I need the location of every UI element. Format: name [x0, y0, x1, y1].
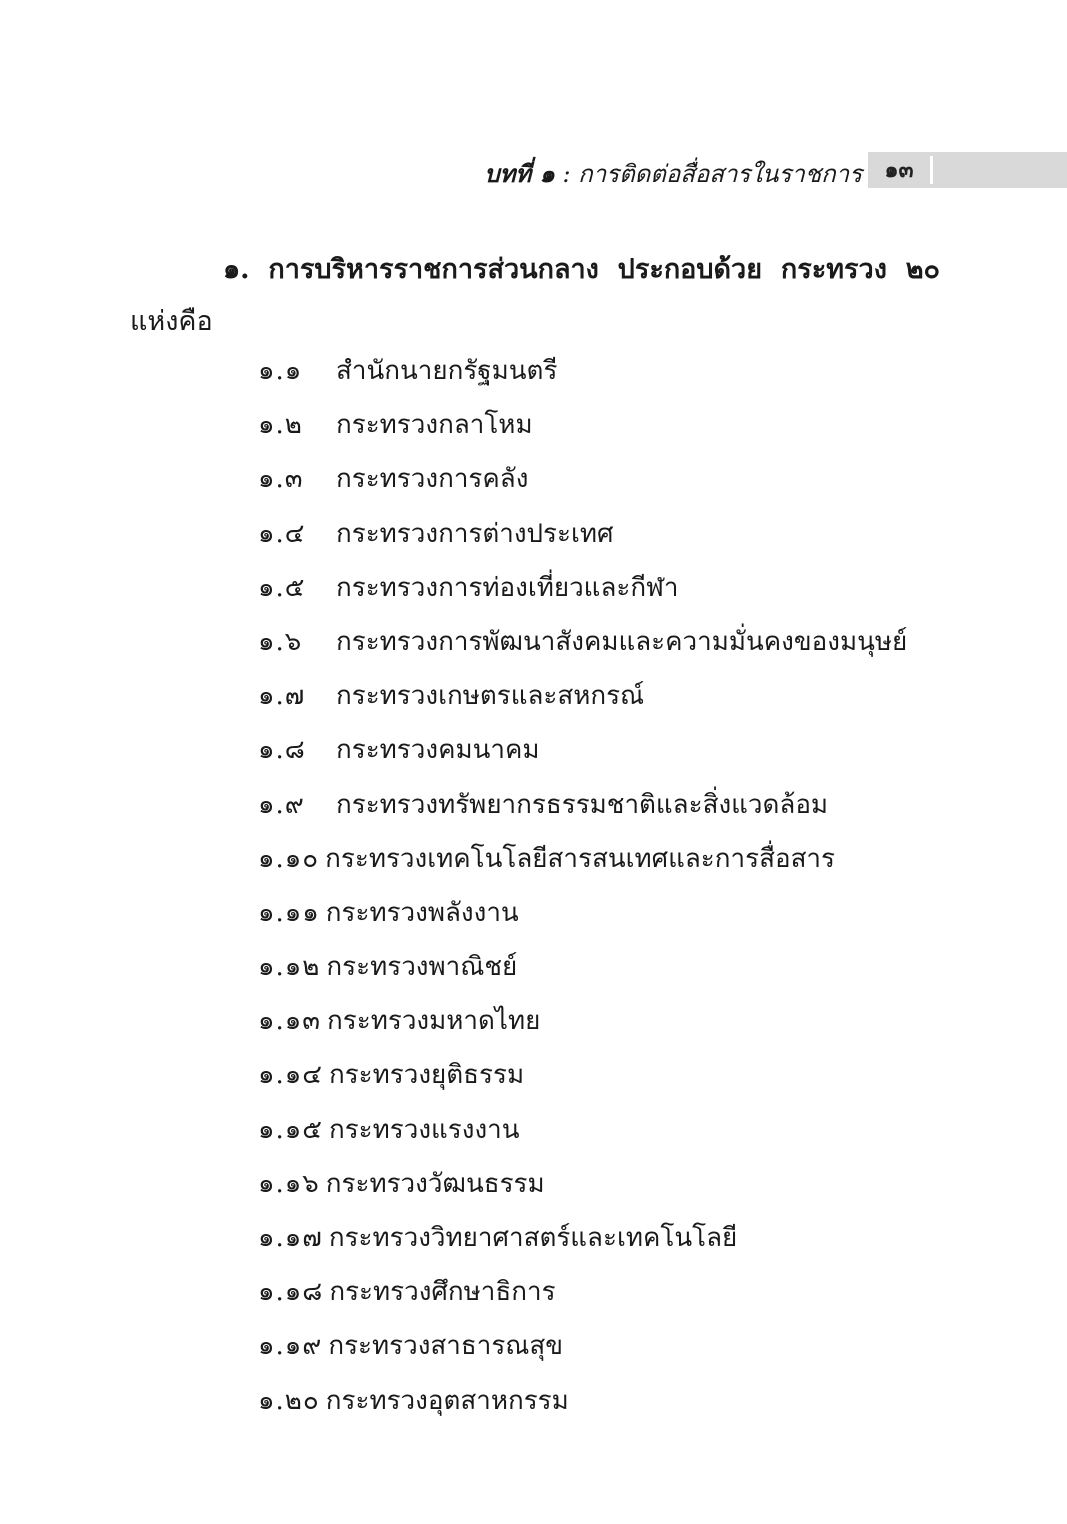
- list-item: [258, 940, 907, 994]
- chapter-title: การติดต่อสื่อสารในราชการ: [578, 160, 862, 188]
- item-number: ๑.๙: [258, 789, 305, 820]
- chapter-heading: [484, 154, 862, 193]
- ministry-name: กระทรวงกลาโหม: [336, 410, 533, 441]
- item-number: ๑.๑๙: [258, 1331, 323, 1362]
- list-item: [258, 723, 907, 777]
- item-number: ๑.๑๑: [258, 897, 320, 928]
- ministry-name: กระทรวงวัฒนธรรม: [325, 1168, 545, 1199]
- item-number: ๑.๒: [258, 410, 303, 441]
- item-number: ๑.๑๖: [258, 1168, 320, 1199]
- ministry-name: กระทรวงการคลัง: [336, 464, 529, 495]
- ministry-name: กระทรวงศึกษาธิการ: [329, 1277, 556, 1308]
- page-number: ๑๓: [884, 157, 914, 183]
- ministry-name: กระทรวงการพัฒนาสังคมและความมั่นคงของมนุษย์: [336, 626, 908, 657]
- item-number: ๑.๑๒: [258, 952, 321, 983]
- list-item: [258, 1265, 907, 1319]
- list-item: [258, 344, 907, 398]
- ministry-name: กระทรวงมหาดไทย: [327, 1006, 541, 1037]
- ministry-name: กระทรวงพลังงาน: [325, 897, 519, 928]
- ministry-name: กระทรวงเกษตรและสหกรณ์: [336, 681, 645, 712]
- ministry-name: กระทรวงยุติธรรม: [328, 1060, 525, 1091]
- ministry-name: กระทรวงทรัพยากรธรรมชาติและสิ่งแวดล้อม: [336, 789, 829, 820]
- ministry-name: กระทรวงเทคโนโลยีสารสนเทศและการสื่อสาร: [325, 843, 835, 874]
- list-item: [258, 1319, 907, 1373]
- item-number: ๑.๑: [258, 356, 303, 386]
- intro-continuation: แห่งคือ: [130, 306, 213, 337]
- chapter-label: บทที่ ๑: [484, 159, 555, 188]
- ministry-name: กระทรวงการต่างประเทศ: [336, 518, 614, 549]
- item-number: ๑.๗: [258, 681, 306, 712]
- ministry-name: กระทรวงคมนาคม: [336, 735, 540, 766]
- running-header: [0, 150, 1067, 190]
- item-number: ๑.๘: [258, 735, 306, 766]
- list-item: [258, 561, 907, 615]
- item-number: ๑.๖: [258, 626, 303, 657]
- header-divider: [930, 156, 933, 184]
- list-item: [258, 832, 907, 886]
- ministry-name: กระทรวงแรงงาน: [328, 1114, 520, 1145]
- item-number: ๑.๑๐: [258, 843, 320, 874]
- chapter-separator: :: [554, 160, 579, 188]
- ministry-name: กระทรวงอุตสาหกรรม: [325, 1385, 569, 1416]
- item-number: ๑.๓: [258, 464, 304, 495]
- list-item: [258, 1211, 907, 1265]
- ministry-name: กระทรวงการท่องเที่ยวและกีฬา: [336, 572, 679, 603]
- ministry-name: กระทรวงพาณิชย์: [326, 952, 518, 983]
- item-number: ๑.๑๕: [258, 1114, 323, 1145]
- list-item: [258, 778, 907, 832]
- list-item: [258, 886, 907, 940]
- ministry-name: กระทรวงสาธารณสุข: [328, 1331, 564, 1362]
- list-item: [258, 1048, 907, 1102]
- item-number: ๑.๑๔: [258, 1060, 323, 1091]
- list-item: [258, 669, 907, 723]
- list-item: [258, 615, 907, 669]
- item-number: ๑.๔: [258, 518, 306, 549]
- ministry-list: [258, 344, 907, 1428]
- list-item: [258, 994, 907, 1048]
- ministry-name: สำนักนายกรัฐมนตรี: [336, 356, 558, 386]
- list-item: [258, 1374, 907, 1428]
- list-item: [258, 507, 907, 561]
- item-number: ๑.๒๐: [258, 1385, 320, 1416]
- list-item: [258, 398, 907, 452]
- page-number-tab: [868, 152, 1067, 188]
- list-item: [258, 1157, 907, 1211]
- list-item: [258, 1103, 907, 1157]
- item-number: ๑.๕: [258, 572, 306, 603]
- item-number: ๑.๑๘: [258, 1277, 324, 1308]
- ministry-name: กระทรวงวิทยาศาสตร์และเทคโนโลยี: [328, 1223, 738, 1253]
- list-item: [258, 452, 907, 506]
- item-number: ๑.๑๗: [258, 1223, 323, 1253]
- intro-paragraph: [130, 244, 940, 348]
- item-number: ๑.๑๓: [258, 1006, 322, 1037]
- intro-heading: ๑. การบริหารราชการส่วนกลาง ประกอบด้วย กระทรวง ๒๐: [223, 254, 940, 285]
